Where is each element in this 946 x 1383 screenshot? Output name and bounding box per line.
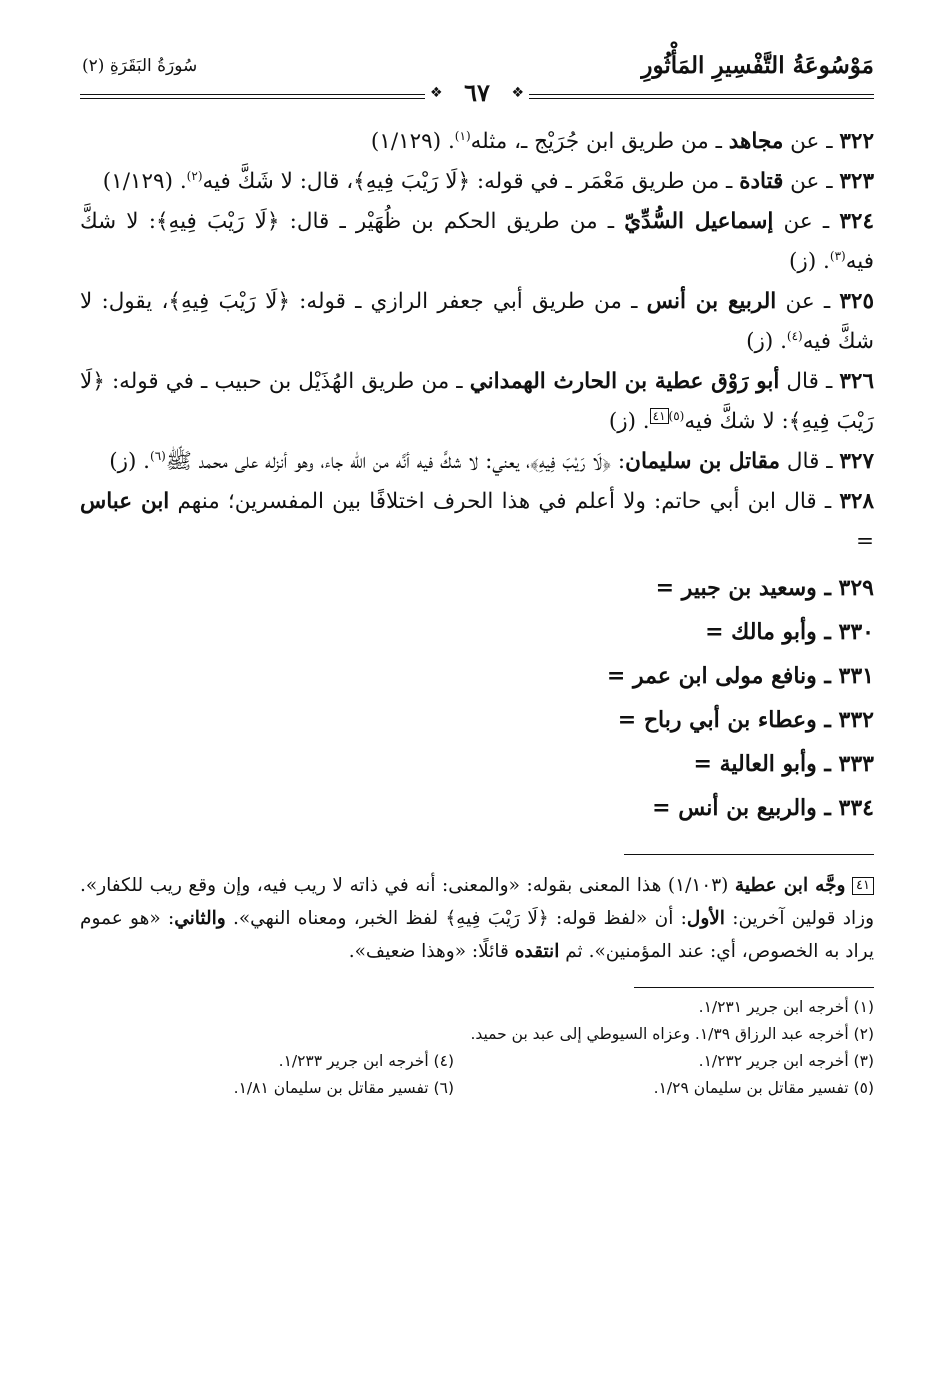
footnote-row: (٣) أخرجه ابن جرير ١/٢٣٢. (٤) أخرجه ابن جرير ١/٢٣٣. [278,1051,874,1070]
narration-entry: ٣٢٧ ـ قال مقاتل بن سليمان: ﴿لَا رَيْبَ فِيهِ﴾، يعني: لا شكَّ فيه أنَّه من الله جاء، وهو أنزله على محمد ﷺ$^{(٦)}$. (ز) [109,448,874,474]
ornament-icon: ❖ [511,85,524,101]
footnote-row: (٥) تفسير مقاتل بن سليمان ١/٢٩. (٦) تفسير مقاتل بن سليمان ١/٨١. [233,1078,874,1097]
list-item: ٣٣٣ ـ وأبو العالية = [693,751,874,777]
book-title: مَوْسُوعَةُ التَّفْسِيرِ المَأْثُورِ [641,52,874,79]
list-item: ٣٣٤ ـ والربيع بن أنس = [652,795,874,821]
surah-title: سُورَةُ البَقَرَةِ (٢) [82,56,198,76]
commentary: ٤١ وجَّه ابن عطية (١/١٠٣) هذا المعنى بقوله: «والمعنى: أنه في ذاته لا ريب فيه، وإن وقع ريب للكفار». وزاد قولين آخرين: الأول: أن «لفظ قوله: ﴿لَا رَيْبَ فِيهِ﴾ لفظ الخبر، ومعناه النهي». والثاني: «هو عموم يراد به الخصوص، أي: عند المؤمنين». ثم انتقده قائلًا: «وهذا ضعيف». [80,875,874,962]
page [80,48,874,1343]
list-item: ٣٣١ ـ ونافع مولى ابن عمر = [606,663,874,689]
list-item: ٣٣٠ ـ وأبو مالك = [705,619,874,645]
narration-entry: ٣٢٨ ـ قال ابن أبي حاتم: ولا أعلم في هذا الحرف اختلافًا بين المفسرين؛ منهم ابن عباس = [80,489,875,554]
footnotes-separator [634,987,874,988]
list-item: ٣٢٩ ـ وسعيد بن جبير = [655,575,874,601]
narration-entry: ٣٢٦ ـ قال أبو رَوْق عطية بن الحارث الهمداني ـ من طريق الهُذَيْل بن حبيب ـ في قوله: ﴿لَا رَيْبَ فِيهِ﴾: لا شكَّ فيه$^{(٥)}$٤١. (ز) [80,369,874,434]
footnotes [80,994,874,1102]
ornament-icon: ❖ [430,85,443,101]
narration-entry: ٣٢٤ ـ عن إسماعيل السُّدِّيّ ـ من طريق الحكم بن ظُهَيْر ـ قال: ﴿لَا رَيْبَ فِيهِ﴾: لا شكَّ فيه$^{(٣)}$. (ز) [80,209,874,274]
commentary-ref-box[interactable]: ٤١ [650,408,669,424]
commentary-number-box: ٤١ [852,877,874,895]
commentary-separator [624,854,874,855]
footnote-row: (٢) أخرجه عبد الرزاق ١/٣٩. وعزاه السيوطي إلى عبد بن حميد. [470,1024,874,1043]
footnote-row: (١) أخرجه ابن جرير ١/٢٣١. [698,997,874,1016]
narration-entry: ٣٢٢ ـ عن مجاهد ـ من طريق ابن جُرَيْج ـ، مثله$^{(١)}$. (١/١٢٩) [370,128,874,154]
list-item: ٣٣٢ ـ وعطاء بن أبي رباح = [617,707,874,733]
page-header [80,48,874,112]
page-number: ٦٧ [464,78,490,107]
narrators-list [80,566,874,830]
narration-entry: ٣٢٥ ـ عن الربيع بن أنس ـ من طريق أبي جعفر الرازي ـ قوله: ﴿لَا رَيْبَ فِيهِ﴾، يقول: لا شكَّ فيه$^{(٤)}$. (ز) [80,289,875,354]
narrations [80,122,874,562]
narration-entry: ٣٢٣ ـ عن قتادة ـ من طريق مَعْمَر ـ في قوله: ﴿لَا رَيْبَ فِيهِ﴾، قال: لا شَكَّ فيه$^{(٢)}$. (١/١٢٩) [102,168,874,194]
